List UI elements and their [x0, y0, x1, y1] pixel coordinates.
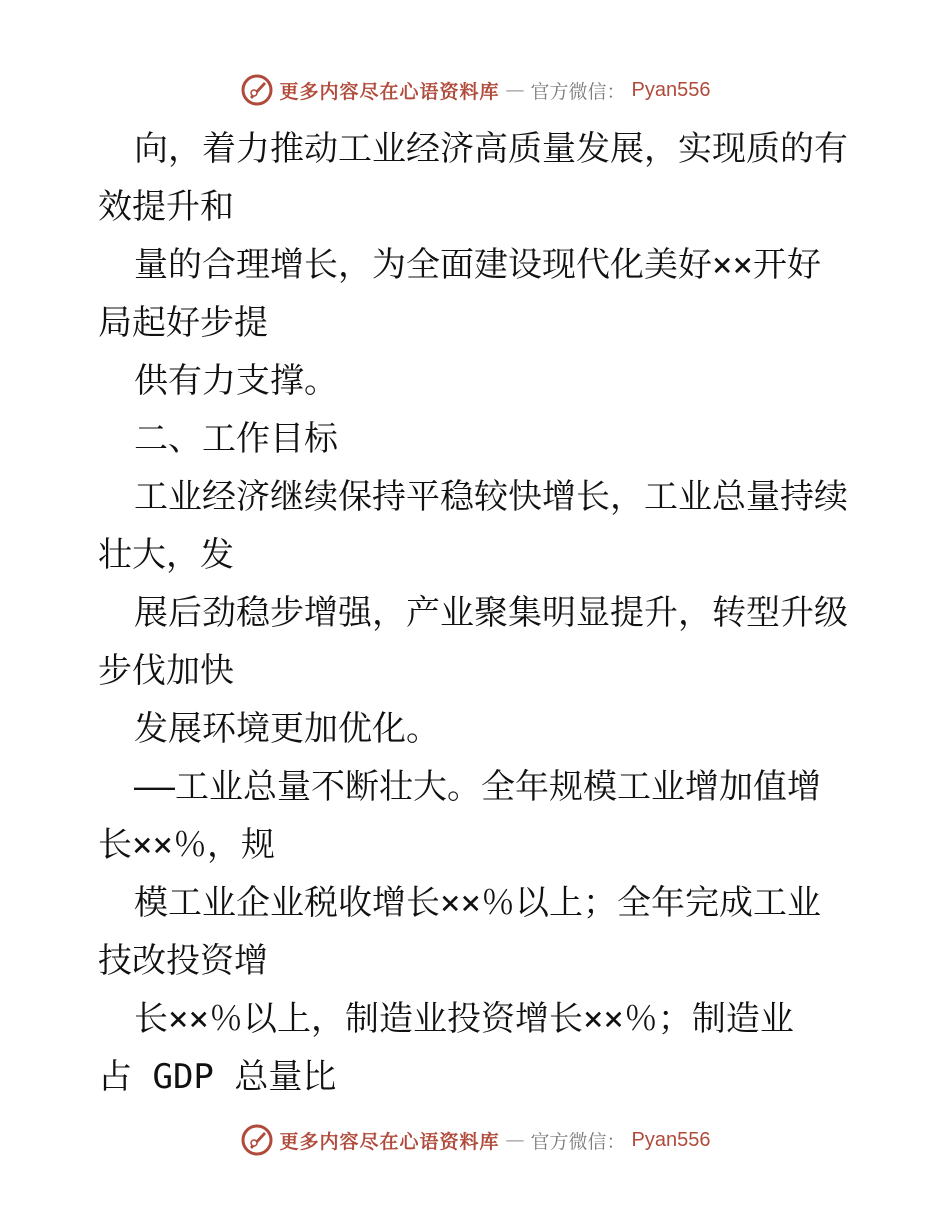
- watermark-wechat-label: 官方微信：: [530, 80, 626, 103]
- text-line: 向，着力推动工业经济高质量发展，实现质的有: [134, 129, 848, 169]
- quill-seal-icon: [240, 73, 274, 107]
- watermark-wechat-id: Pyan556: [631, 1128, 711, 1151]
- text-line: 长××％，规: [98, 825, 275, 865]
- text-line: ——工业总量不断壮大。全年规模工业增加值增: [134, 767, 821, 807]
- text-line: 长××％以上，制造业投资增长××％；制造业: [134, 999, 794, 1039]
- section-heading: 二、工作目标: [134, 419, 338, 459]
- text-line: 占 GDP 总量比: [98, 1057, 337, 1097]
- header-watermark: [0, 68, 950, 112]
- text-line: 模工业企业税收增长××％以上；全年完成工业: [134, 883, 821, 923]
- text-line: 技改投资增: [98, 941, 268, 981]
- text-line: 工业经济继续保持平稳较快增长，工业总量持续: [134, 477, 848, 517]
- quill-seal-icon: [240, 1123, 274, 1157]
- text-line: 发展环境更加优化。: [134, 709, 440, 749]
- text-line: 展后劲稳步增强，产业聚集明显提升，转型升级: [134, 593, 848, 633]
- watermark-wechat-label: 官方微信：: [530, 1130, 626, 1153]
- watermark-brand: 更多内容尽在心语资料库: [279, 1130, 500, 1153]
- text-line: 量的合理增长，为全面建设现代化美好××开好: [134, 245, 821, 285]
- text-line: 局起好步提: [98, 303, 268, 343]
- text-line: 效提升和: [98, 187, 234, 227]
- watermark-dash: —: [505, 1129, 525, 1151]
- footer-watermark: [0, 1118, 950, 1162]
- document-body: [98, 120, 858, 1106]
- watermark-dash: —: [505, 79, 525, 101]
- text-line: 步伐加快: [98, 651, 234, 691]
- text-line: 供有力支撑。: [134, 361, 338, 401]
- text-line: 壮大，发: [98, 535, 234, 575]
- watermark-wechat-id: Pyan556: [631, 78, 711, 101]
- watermark-brand: 更多内容尽在心语资料库: [279, 80, 500, 103]
